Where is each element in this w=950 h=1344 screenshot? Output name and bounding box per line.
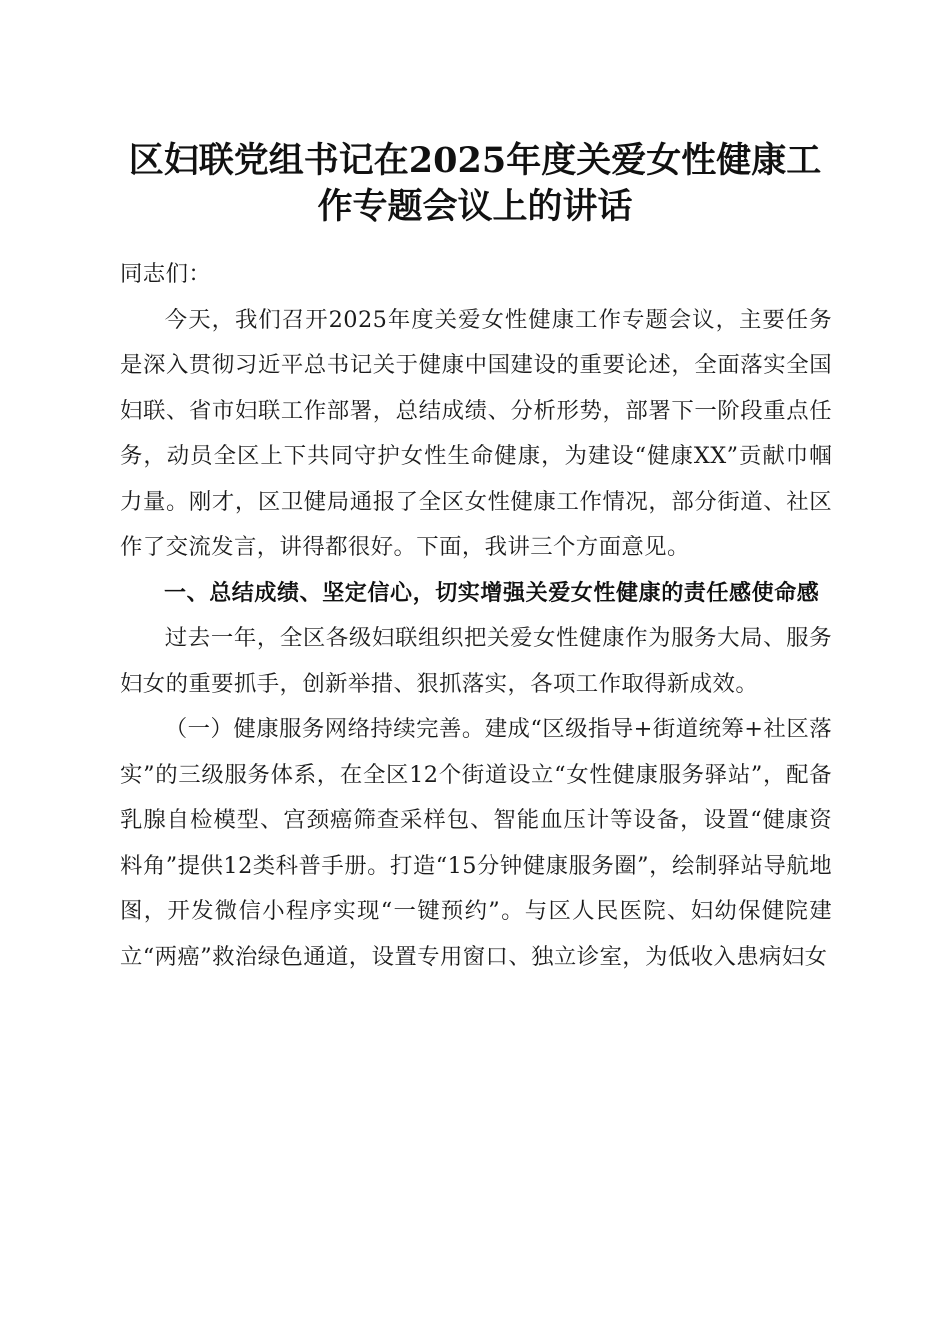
salutation: 同志们： [120, 261, 212, 287]
document-body [120, 252, 832, 980]
subsection-1-heading: （一）健康服务网络持续完善。 [164, 716, 485, 742]
document-title [100, 138, 850, 230]
section-heading-1: 一、总结成绩、坚定信心，切实增强关爱女性健康的责任感使命感 [164, 580, 820, 606]
section-1-intro-paragraph: 过去一年，全区各级妇联组织把关爱女性健康作为服务大局、服务妇女的重要抓手，创新举措、狠抓落实，各项工作取得新成效。 [120, 625, 832, 697]
title-line-1: 区妇联党组书记在2025年度关爱女性健康工 [128, 140, 822, 181]
subsection-1-paragraph [120, 707, 832, 980]
subsection-1-text: 建成“区级指导+街道统筹+社区落实”的三级服务体系，在全区12个街道设立“女性健康服务驿站”，配备乳腺自检模型、宫颈癌筛查采样包、智能血压计等设备，设置“健康资料角”提供12类科普手册。打造“15分钟健康服务圈”，绘制驿站导航地图，开发微信小程序实现“一键预约”。与区人民医院、妇幼保健院建立“两癌”救治绿色通道，设置专用窗口、独立诊室，为低收入患病妇女 [120, 716, 832, 970]
opening-paragraph: 今天，我们召开2025年度关爱女性健康工作专题会议，主要任务是深入贯彻习近平总书记关于健康中国建设的重要论述，全面落实全国妇联、省市妇联工作部署，总结成绩、分析形势，部署下一阶段重点任务，动员全区上下共同守护女性生命健康，为建设“健康XX”贡献巾帼力量。刚才，区卫健局通报了全区女性健康工作情况，部分街道、社区作了交流发言，讲得都很好。下面，我讲三个方面意见。 [120, 306, 832, 560]
title-line-2: 作专题会议上的讲话 [317, 186, 633, 227]
